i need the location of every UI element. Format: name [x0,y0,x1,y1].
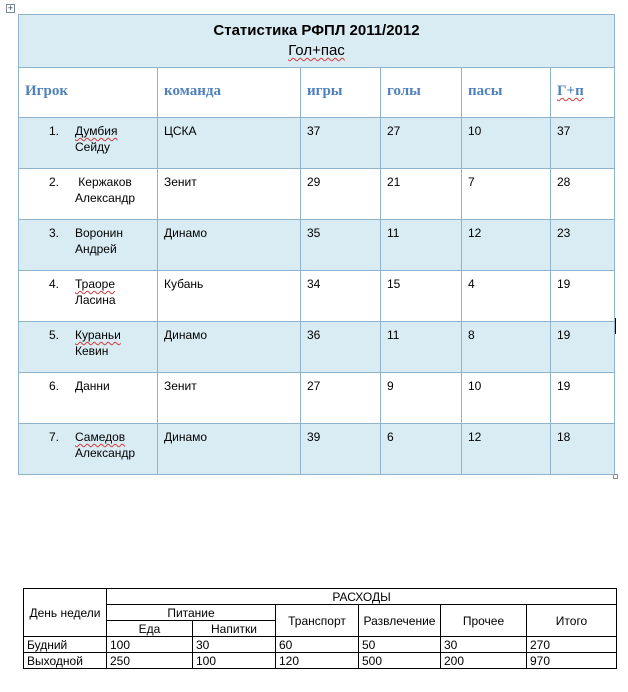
other-cell: 30 [441,637,527,653]
header-entertainment: Развлечение [359,605,441,637]
header-food-group: Питание [107,605,276,621]
player-cell: 5. Кураньи Кевин [19,322,158,373]
header-total: Итого [527,605,617,637]
header-goals: голы [381,68,462,118]
header-goals-plus-assists: Г+п [551,68,615,118]
player-cell: 2. Кержаков Александр [19,169,158,220]
goals-cell: 21 [381,169,462,220]
expenses-table [23,588,617,669]
team-cell: Динамо [158,322,301,373]
transport-cell: 60 [276,637,359,653]
table-row [19,118,615,169]
goals-cell: 9 [381,373,462,424]
player-cell: 6. Данни [19,373,158,424]
table-row [19,169,615,220]
table-row [19,424,615,475]
drinks-cell: 100 [193,653,276,669]
transport-cell: 120 [276,653,359,669]
gp-cell: 28 [551,169,615,220]
games-cell: 39 [301,424,381,475]
entertainment-cell: 500 [359,653,441,669]
header-assists: пасы [462,68,551,118]
assists-cell: 7 [462,169,551,220]
player-cell: 4. Траоре Ласина [19,271,158,322]
food-cell: 100 [107,637,193,653]
header-other: Прочее [441,605,527,637]
header-player: Игрок [19,68,158,118]
goals-cell: 27 [381,118,462,169]
gp-cell: 19 [551,373,615,424]
gp-cell: 23 [551,220,615,271]
total-cell: 970 [527,653,617,669]
games-cell: 34 [301,271,381,322]
header-expenses: РАСХОДЫ [107,589,617,605]
stats-title: Статистика РФПЛ 2011/2012 [213,22,420,39]
table-move-handle-icon[interactable]: + [7,3,14,13]
games-cell: 37 [301,118,381,169]
table-row [24,653,617,669]
games-cell: 27 [301,373,381,424]
gp-cell: 19 [551,322,615,373]
stats-table [18,14,615,475]
team-cell: Зенит [158,373,301,424]
player-cell: 3. Воронин Андрей [19,220,158,271]
assists-cell: 4 [462,271,551,322]
team-cell: Зенит [158,169,301,220]
total-cell: 270 [527,637,617,653]
gp-cell: 19 [551,271,615,322]
assists-cell: 10 [462,373,551,424]
team-cell: Динамо [158,424,301,475]
header-transport: Транспорт [276,605,359,637]
goals-cell: 11 [381,322,462,373]
entertainment-cell: 50 [359,637,441,653]
header-games: игры [301,68,381,118]
food-cell: 250 [107,653,193,669]
header-food: Еда [107,621,193,637]
header-drinks: Напитки [193,621,276,637]
assists-cell: 12 [462,424,551,475]
header-team: команда [158,68,301,118]
assists-cell: 12 [462,220,551,271]
table-row [24,637,617,653]
table-row [19,322,615,373]
gp-cell: 18 [551,424,615,475]
stats-title-cell [19,15,615,68]
team-cell: Динамо [158,220,301,271]
day-cell: Выходной [24,653,107,669]
player-cell: 1. Думбия Сейду [19,118,158,169]
gp-cell: 37 [551,118,615,169]
assists-cell: 8 [462,322,551,373]
goals-cell: 6 [381,424,462,475]
team-cell: ЦСКА [158,118,301,169]
goals-cell: 15 [381,271,462,322]
games-cell: 35 [301,220,381,271]
games-cell: 36 [301,322,381,373]
day-cell: Будний [24,637,107,653]
assists-cell: 10 [462,118,551,169]
drinks-cell: 30 [193,637,276,653]
goals-cell: 11 [381,220,462,271]
table-row [19,220,615,271]
games-cell: 29 [301,169,381,220]
stats-subtitle: Гол+пас [288,42,345,59]
table-row [19,271,615,322]
player-cell: 7. Самедов Александр [19,424,158,475]
other-cell: 200 [441,653,527,669]
table-row [19,373,615,424]
team-cell: Кубань [158,271,301,322]
header-day-of-week: День недели [24,589,107,637]
